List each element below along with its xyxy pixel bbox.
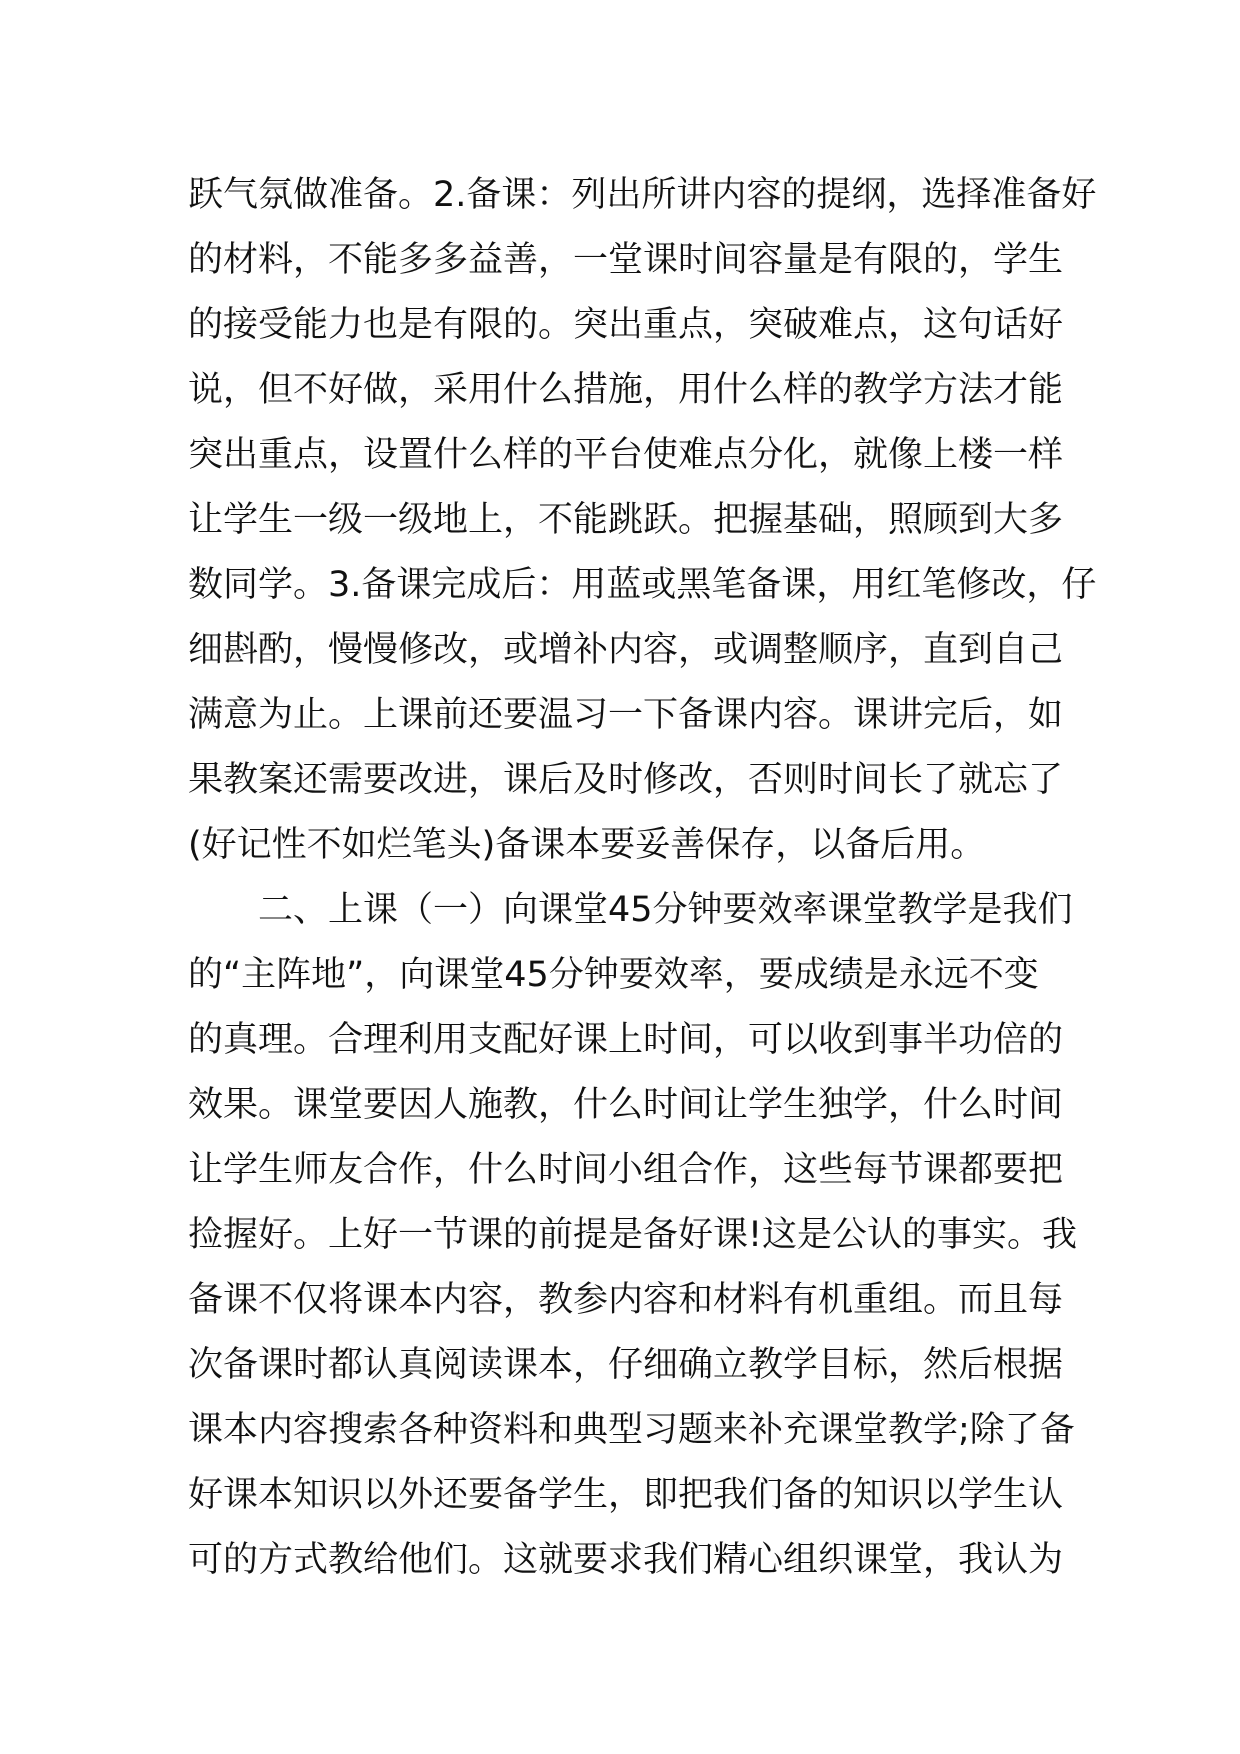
text-line: 的材料，不能多多益善，一堂课时间容量是有限的，学生	[188, 240, 1064, 280]
text-line: 次备课时都认真阅读课本，仔细确立教学目标，然后根据	[188, 1345, 1064, 1385]
text-line: 果教案还需要改进，课后及时修改，否则时间长了就忘了	[188, 760, 1064, 800]
text-line: (好记性不如烂笔头)备课本要妥善保存，以备后用。	[188, 825, 986, 865]
text-line: 的接受能力也是有限的。突出重点，突破难点，这句话好	[188, 305, 1064, 345]
text-line: 数同学。3.备课完成后：用蓝或黑笔备课，用红笔修改，仔	[188, 565, 1097, 605]
text-line: 说，但不好做，采用什么措施，用什么样的教学方法才能	[188, 370, 1064, 410]
text-line: 课本内容搜索各种资料和典型习题来补充课堂教学;除了备	[188, 1410, 1075, 1450]
text-line: 跃气氛做准备。2.备课：列出所讲内容的提纲，选择准备好	[188, 175, 1097, 215]
text-line: 满意为止。上课前还要温习一下备课内容。课讲完后，如	[188, 695, 1064, 735]
text-line: 可的方式教给他们。这就要求我们精心组织课堂，我认为	[188, 1540, 1064, 1580]
text-line: 突出重点，设置什么样的平台使难点分化，就像上楼一样	[188, 435, 1064, 475]
body-text	[188, 163, 1097, 1593]
text-line: 效果。课堂要因人施教，什么时间让学生独学，什么时间	[188, 1085, 1064, 1125]
text-line: 的真理。合理利用支配好课上时间，可以收到事半功倍的	[188, 1020, 1064, 1060]
paragraph-start-line: 二、上课（一）向课堂45分钟要效率课堂教学是我们	[258, 890, 1073, 930]
text-line: 细斟酌，慢慢修改，或增补内容，或调整顺序，直到自己	[188, 630, 1064, 670]
text-line: 捡握好。上好一节课的前提是备好课!这是公认的事实。我	[188, 1215, 1078, 1255]
text-line: 好课本知识以外还要备学生，即把我们备的知识以学生认	[188, 1475, 1064, 1515]
text-line: 让学生师友合作，什么时间小组合作，这些每节课都要把	[188, 1150, 1064, 1190]
text-line: 让学生一级一级地上，不能跳跃。把握基础，照顾到大多	[188, 500, 1064, 540]
text-line: 备课不仅将课本内容，教参内容和材料有机重组。而且每	[188, 1280, 1064, 1320]
text-line: 的“主阵地”，向课堂45分钟要效率，要成绩是永远不变	[188, 955, 1039, 995]
